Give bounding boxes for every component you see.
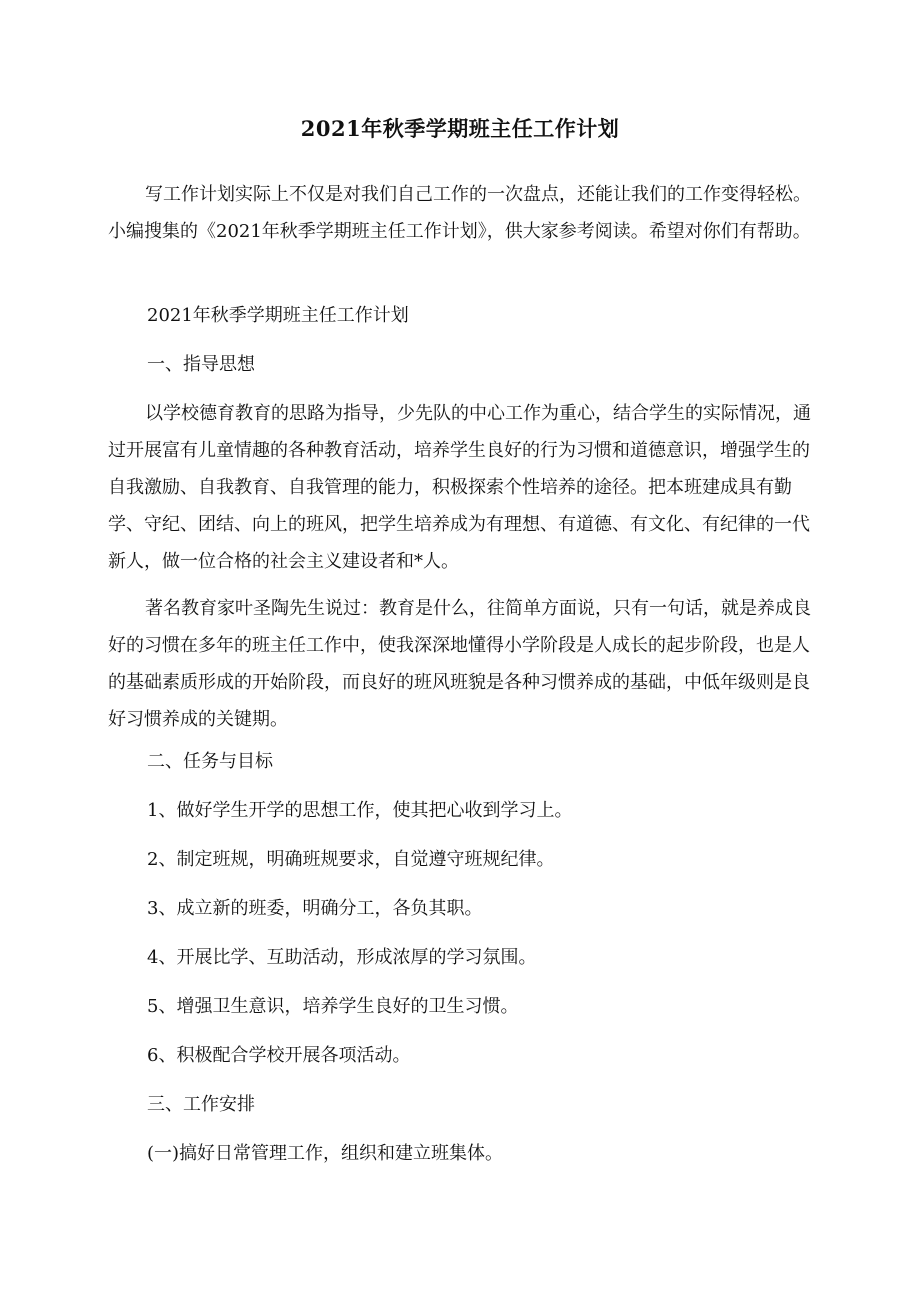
goal-item: 1、做好学生开学的思想工作，使其把心收到学习上。 (147, 800, 573, 821)
work-arrangement-item: (一)搞好日常管理工作，组织和建立班集体。 (147, 1143, 504, 1164)
goal-item: 5、增强卫生意识，培养学生良好的卫生习惯。 (147, 996, 519, 1017)
subtitle: 2021年秋季学期班主任工作计划 (147, 305, 409, 326)
section-heading-guiding-ideology: 一、指导思想 (147, 354, 255, 375)
goal-item: 6、积极配合学校开展各项活动。 (147, 1045, 411, 1066)
goal-item: 4、开展比学、互助活动，形成浓厚的学习氛围。 (147, 947, 537, 968)
goal-item: 2、制定班规，明确班规要求，自觉遵守班规纪律。 (147, 849, 555, 870)
section-heading-tasks-goals: 二、任务与目标 (147, 751, 273, 772)
guiding-ideology-paragraph-1: 以学校德育教育的思路为指导，少先队的中心工作为重心，结合学生的实际情况，通过开展富有儿童情趣的各种教育活动，培养学生良好的行为习惯和道德意识，增强学生的自我激励、自我教育、自我管理的能力，积极探索个性培养的途径。把本班建成具有勤学、守纪、团结、向上的班风，把学生培养成为有理想、有道德、有文化、有纪律的一代新人，做一位合格的社会主义建设者和*人。 (108, 403, 811, 572)
intro-paragraph: 写工作计划实际上不仅是对我们自己工作的一次盘点，还能让我们的工作变得轻松。小编搜集的《2021年秋季学期班主任工作计划》，供大家参考阅读。希望对你们有帮助。 (108, 184, 811, 242)
section-heading-work-arrangement: 三、工作安排 (147, 1094, 255, 1115)
guiding-ideology-paragraph-2: 著名教育家叶圣陶先生说过：教育是什么，往简单方面说，只有一句话，就是养成良好的习惯在多年的班主任工作中，使我深深地懂得小学阶段是人成长的起步阶段，也是人的基础素质形成的开始阶段，而良好的班风班貌是各种习惯养成的基础，中低年级则是良好习惯养成的关键期。 (108, 598, 811, 730)
document-title: 2021年秋季学期班主任工作计划 (300, 116, 620, 141)
goal-item: 3、成立新的班委，明确分工，各负其职。 (147, 898, 483, 919)
